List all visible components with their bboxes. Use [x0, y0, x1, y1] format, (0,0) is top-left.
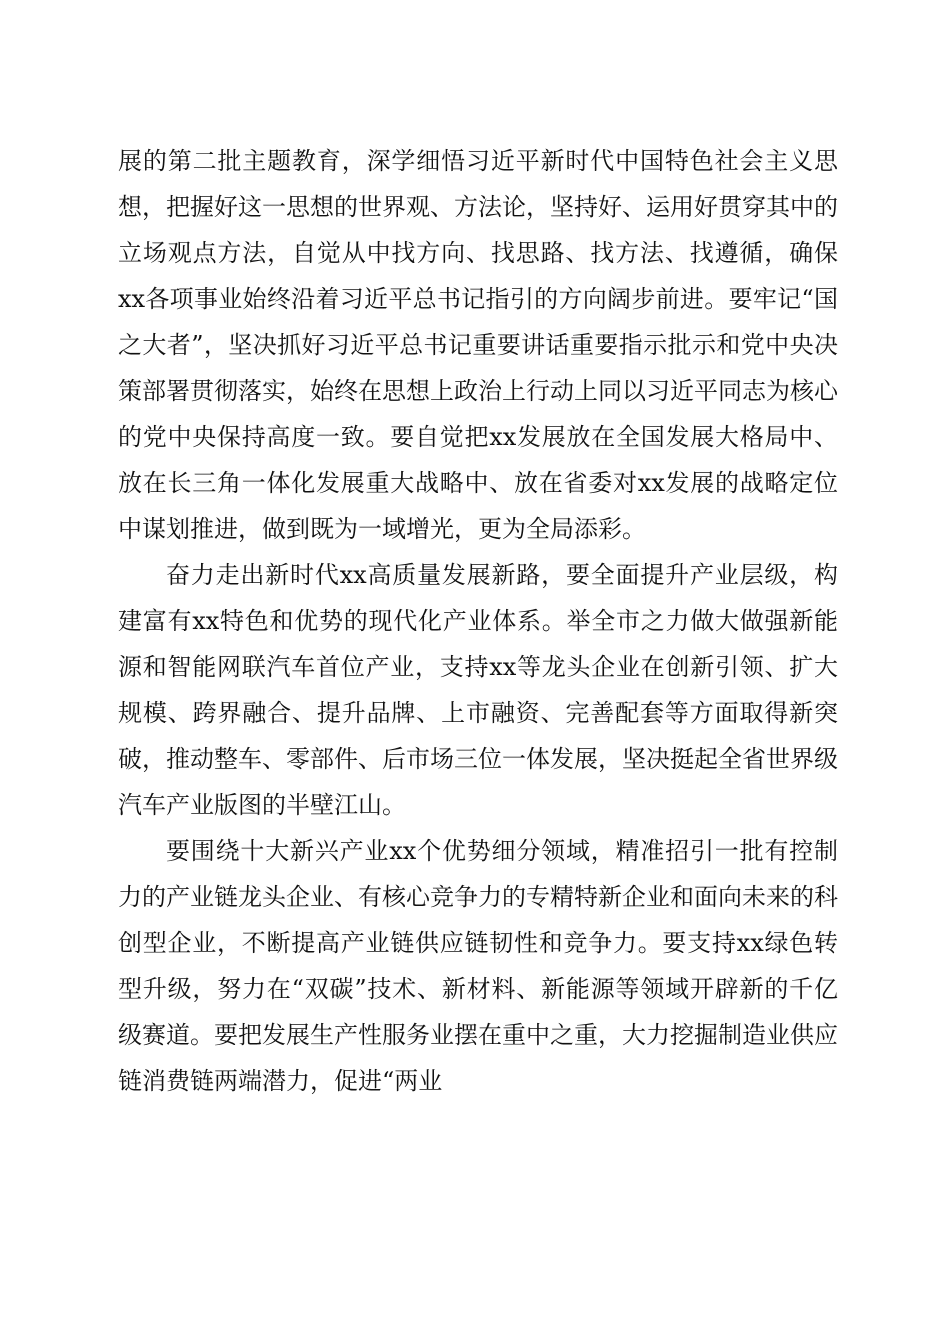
paragraph-industry-system: 奋力走出新时代xx高质量发展新路，要全面提升产业层级，构建富有xx特色和优势的现代化产业体系。举全市之力做大做强新能源和智能网联汽车首位产业，支持xx等龙头企业在创新引领、扩大规模、跨界融合、提升品牌、上市融资、完善配套等方面取得新突破，推动整车、零部件、后市场三位一体发展，坚决挺起全省世界级汽车产业版图的半壁江山。 — [118, 561, 838, 819]
paragraph-continued: 展的第二批主题教育，深学细悟习近平新时代中国特色社会主义思想，把握好这一思想的世界观、方法论，坚持好、运用好贯穿其中的立场观点方法，自觉从中找方向、找思路、找方法、找遵循，确保xx各项事业始终沿着习近平总书记指引的方向阔步前进。要牢记“国之大者”，坚决抓好习近平总书记重要讲话重要指示批示和党中央决策部署贯彻落实，始终在思想上政治上行动上同以习近平同志为核心的党中央保持高度一致。要自觉把xx发展放在全国发展大格局中、放在长三角一体化发展重大战略中、放在省委对xx发展的战略定位中谋划推进，做到既为一域增光，更为全局添彩。 — [118, 147, 838, 543]
body-text — [118, 138, 838, 1104]
paragraph-emerging-industries: 要围绕十大新兴产业xx个优势细分领域，精准招引一批有控制力的产业链龙头企业、有核心竞争力的专精特新企业和面向未来的科创型企业，不断提高产业链供应链韧性和竞争力。要支持xx绿色转型升级，努力在“双碳”技术、新材料、新能源等领域开辟新的千亿级赛道。要把发展生产性服务业摆在重中之重，大力挖掘制造业供应链消费链两端潜力，促进“两业 — [118, 837, 838, 1095]
